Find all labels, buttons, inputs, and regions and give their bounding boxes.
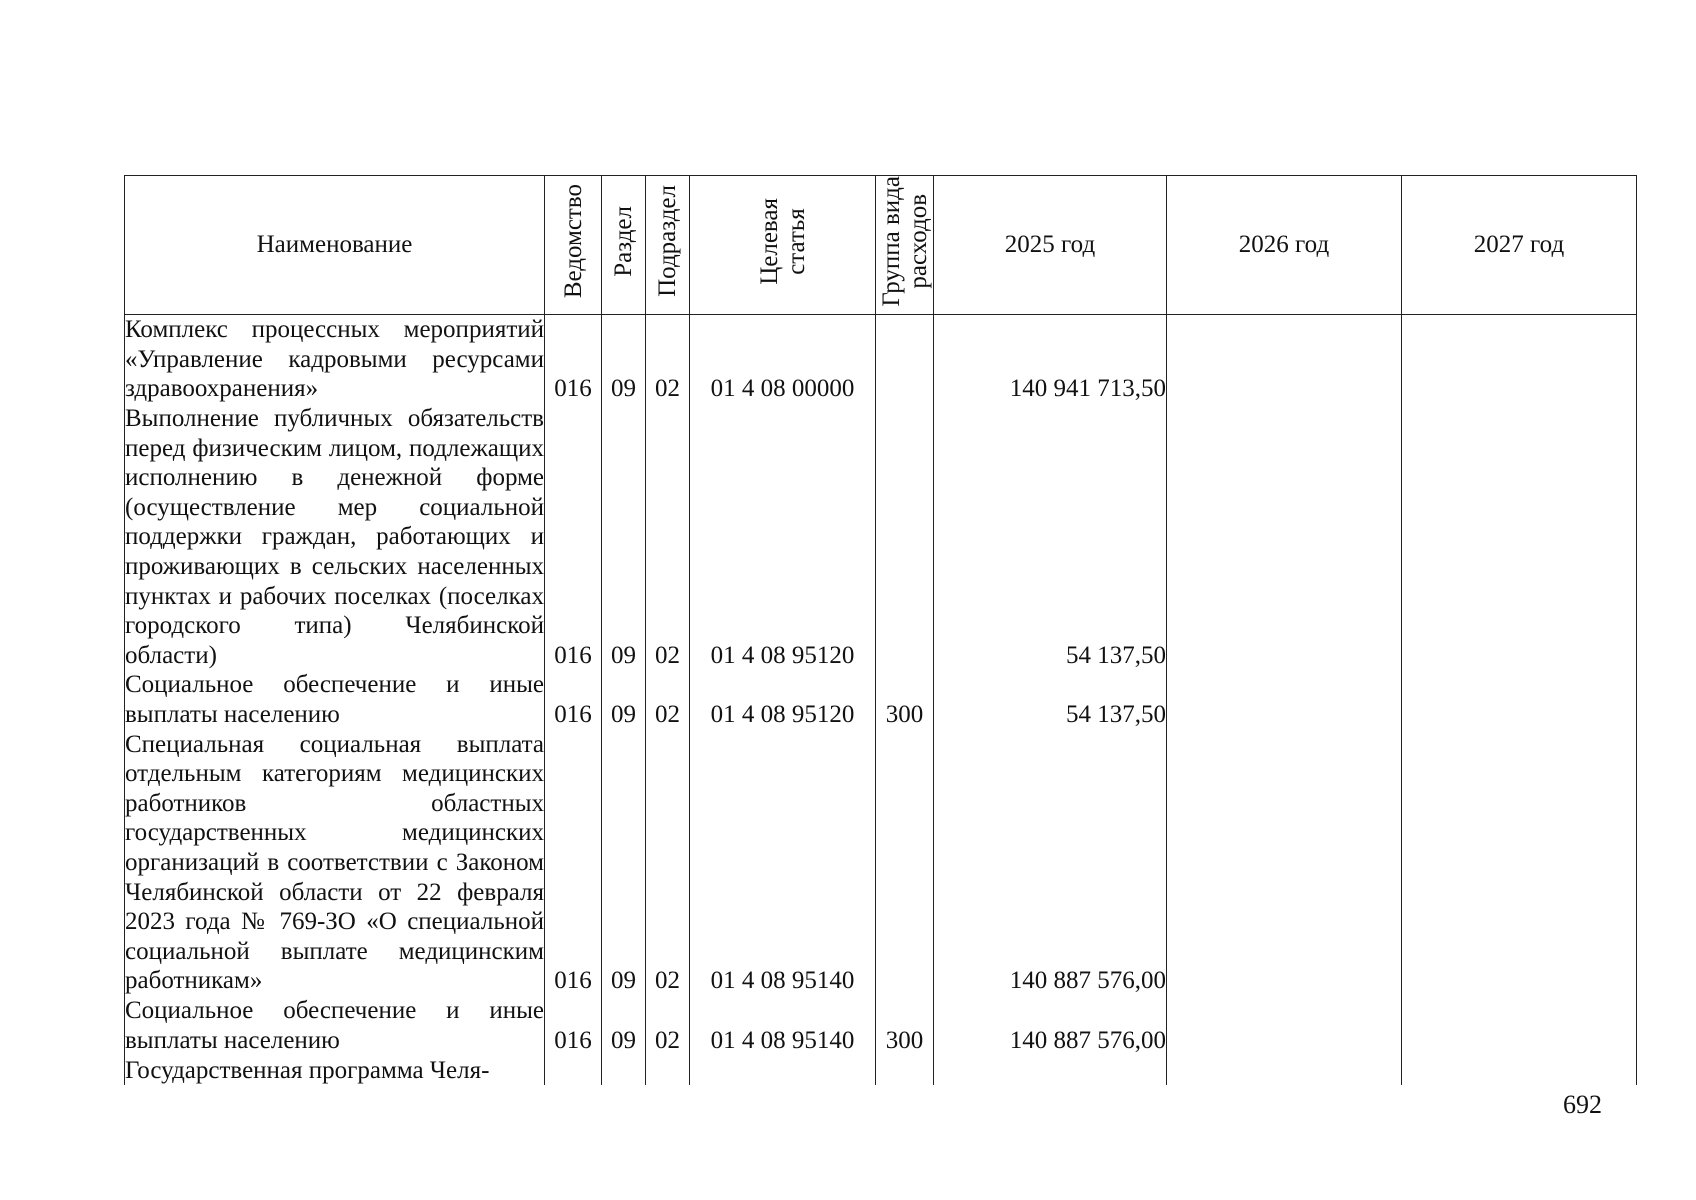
row-amount-2027 [1402, 404, 1637, 670]
row-target-article: 01 4 08 95120 [690, 670, 876, 729]
row-section: 09 [602, 996, 646, 1055]
row-expense-group: 300 [876, 670, 934, 729]
budget-table [124, 175, 1637, 1085]
row-amount-2027 [1402, 996, 1637, 1055]
row-name: Выполнение публичных обязательств перед физическим лицом, подлежащих исполнению в денежной форме (осуществление мер социальной поддержки граждан, работающих и проживающих в сельских населенных пунктах и рабочих поселках (поселках городского типа) Челябинской области) [125, 405, 544, 669]
row-name: Комплекс процессных мероприятий «Управление кадровыми ресурсами здравоохранения» [125, 316, 544, 403]
row-department: 016 [545, 315, 602, 404]
row-expense-group [876, 404, 934, 670]
row-amount-2025: 140 941 713,50 [934, 315, 1167, 404]
row-amount-2026 [1167, 670, 1402, 729]
row-target-article: 01 4 08 95140 [690, 730, 876, 996]
row-amount-2025 [934, 1055, 1167, 1085]
row-name: Государственная программа Челя- [125, 1055, 545, 1085]
row-department: 016 [545, 670, 602, 729]
row-expense-group [876, 315, 934, 404]
row-amount-2027 [1402, 670, 1637, 729]
row-section: 09 [602, 315, 646, 404]
header-section: Раздел [602, 176, 646, 315]
header-name: Наименование [125, 176, 545, 315]
row-amount-2027 [1402, 315, 1637, 404]
row-amount-2026 [1167, 315, 1402, 404]
row-amount-2027 [1402, 730, 1637, 996]
row-expense-group [876, 1055, 934, 1085]
row-section [602, 1055, 646, 1085]
header-2026: 2026 год [1167, 176, 1402, 315]
row-amount-2025: 54 137,50 [934, 404, 1167, 670]
row-name: Социальное обеспечение и иные выплаты населению [125, 996, 544, 1054]
table-header-row [125, 176, 1637, 315]
header-department: Ведомство [545, 176, 602, 315]
row-amount-2025: 54 137,50 [934, 670, 1167, 729]
row-amount-2027 [1402, 1055, 1637, 1085]
row-subsection: 02 [646, 315, 690, 404]
row-subsection: 02 [646, 670, 690, 729]
row-amount-2025: 140 887 576,00 [934, 996, 1167, 1055]
row-target-article: 01 4 08 95140 [690, 996, 876, 1055]
header-2025: 2025 год [934, 176, 1167, 315]
row-amount-2025: 140 887 576,00 [934, 730, 1167, 996]
row-amount-2026 [1167, 1055, 1402, 1085]
row-subsection: 02 [646, 404, 690, 670]
row-expense-group: 300 [876, 996, 934, 1055]
row-name: Специальная социальная выплата отдельным категориям медицинских работников областных государственных медицинских организаций в соответствии с Законом Челябинской области от 22 февраля 2023 года № 769-ЗО «О специальной социальной выплате медицинским работникам» [125, 730, 544, 995]
row-name: Социальное обеспечение и иные выплаты населению [125, 671, 544, 728]
row-target-article [690, 1055, 876, 1085]
row-section: 09 [602, 404, 646, 670]
header-subsection: Подраздел [646, 176, 690, 315]
row-target-article: 01 4 08 95120 [690, 404, 876, 670]
table-row [125, 670, 1637, 729]
row-subsection: 02 [646, 730, 690, 996]
header-target-article: Целевая статья [690, 176, 876, 315]
header-expense-group: Группа вида расходов [876, 176, 934, 315]
table-row [125, 315, 1637, 404]
row-amount-2026 [1167, 404, 1402, 670]
row-subsection: 02 [646, 996, 690, 1055]
row-department [545, 1055, 602, 1085]
table-row [125, 996, 1637, 1055]
row-expense-group [876, 730, 934, 996]
row-target-article: 01 4 08 00000 [690, 315, 876, 404]
page-number: 692 [1563, 1090, 1602, 1119]
row-department: 016 [545, 730, 602, 996]
table-row [125, 730, 1637, 996]
row-amount-2026 [1167, 996, 1402, 1055]
row-department: 016 [545, 404, 602, 670]
table-row [125, 404, 1637, 670]
header-2027: 2027 год [1402, 176, 1637, 315]
row-section: 09 [602, 730, 646, 996]
row-section: 09 [602, 670, 646, 729]
row-department: 016 [545, 996, 602, 1055]
row-amount-2026 [1167, 730, 1402, 996]
row-subsection [646, 1055, 690, 1085]
table-row [125, 1055, 1637, 1085]
